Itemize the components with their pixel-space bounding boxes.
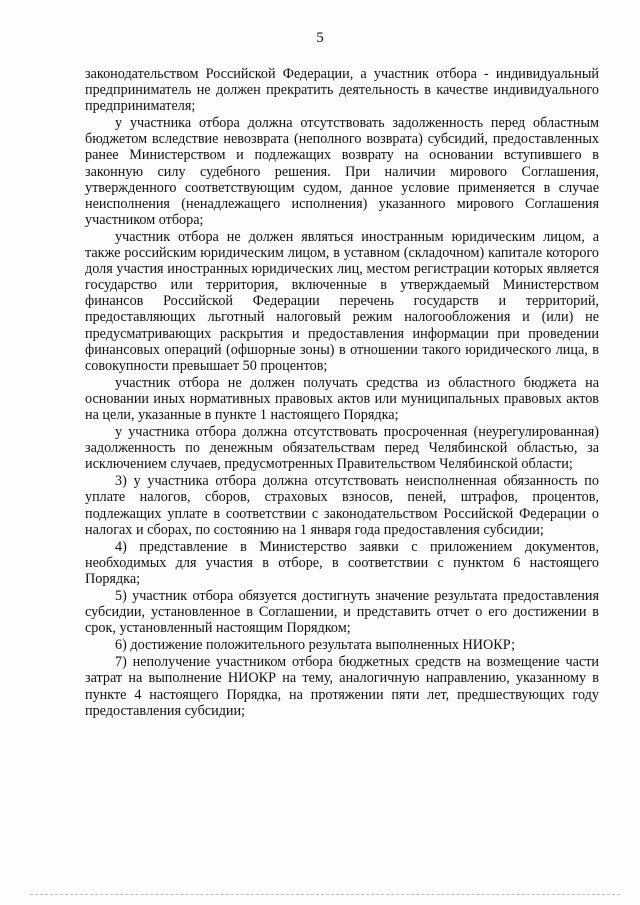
paragraph-no-other-budget-funds: участник отбора не должен получать средства из областного бюджета на основании иных нормативных правовых актов или муниципальных правовых актов на цели, указанные в пункте 1 настоящего Порядка;	[85, 374, 599, 423]
paragraph-item-7: 7) неполучение участником отбора бюджетных средств на возмещение части затрат на выполнение НИОКР на тему, аналогичную направлению, указанному в пункте 4 настоящего Порядка, на протяжении пяти лет, предшествующих году предоставления субсидии;	[85, 654, 599, 719]
paragraph-no-debt-subsidies: у участника отбора должна отсутствовать задолженность перед областным бюджетом вследствие невозврата (неполного возврата) субсидий, предоставленных ранее Министерством и подлежащих возврату на основании вступившего в законную силу судебного решения. При наличии мирового Соглашения, утвержденного соответствующим судом, данное условие применяется в случае неисполнения (ненадлежащего исполнения) указанного мирового Соглашения участником отбора;	[85, 115, 599, 228]
paragraph-item-6: 6) достижение положительного результата выполненных НИОКР;	[115, 637, 516, 654]
paragraph-continuation: законодательством Российской Федерации, а участник отбора - индивидуальный предприниматель не должен прекратить деятельность в качестве индивидуального предпринимателя;	[85, 66, 599, 115]
document-body	[85, 66, 599, 720]
bottom-divider	[30, 894, 620, 895]
page-number: 5	[316, 30, 324, 46]
paragraph-item-5: 5) участник отбора обязуется достигнуть значение результата предоставления субсидии, установленное в Соглашении, и представить отчет о его достижении в срок, установленный настоящим Порядком;	[85, 588, 599, 637]
paragraph-item-4: 4) представление в Министерство заявки с приложением документов, необходимых для участия в отборе, в соответствии с пунктом 6 настоящего Порядка;	[85, 538, 599, 587]
paragraph-item-3: 3) у участника отбора должна отсутствовать неисполненная обязанность по уплате налогов, сборов, страховых взносов, пеней, штрафов, процентов, подлежащих уплате в соответствии с законодательством Российской Федерации о налогах и сборах, по состоянию на 1 января года предоставления субсидии;	[85, 473, 599, 538]
paragraph-not-foreign-entity: участник отбора не должен являться иностранным юридическим лицом, а также российским юридическим лицом, в уставном (складочном) капитале которого доля участия иностранных юридических лиц, местом регистрации которых является государство или территория, включенные в утверждаемый Министерством финансов Российской Федерации перечень государств и территорий, предоставляющих льготный налоговый режим налогообложения и (или) не предусматривающих раскрытия и предоставления информации при проведении финансовых операций (офшорные зоны) в отношении такого юридического лица, в совокупности превышает 50 процентов;	[85, 228, 599, 374]
paragraph-no-overdue-debt: у участника отбора должна отсутствовать просроченная (неурегулированная) задолженность по денежным обязательствам перед Челябинской областью, за исключением случаев, предусмотренных Правительством Челябинской области;	[85, 424, 599, 473]
